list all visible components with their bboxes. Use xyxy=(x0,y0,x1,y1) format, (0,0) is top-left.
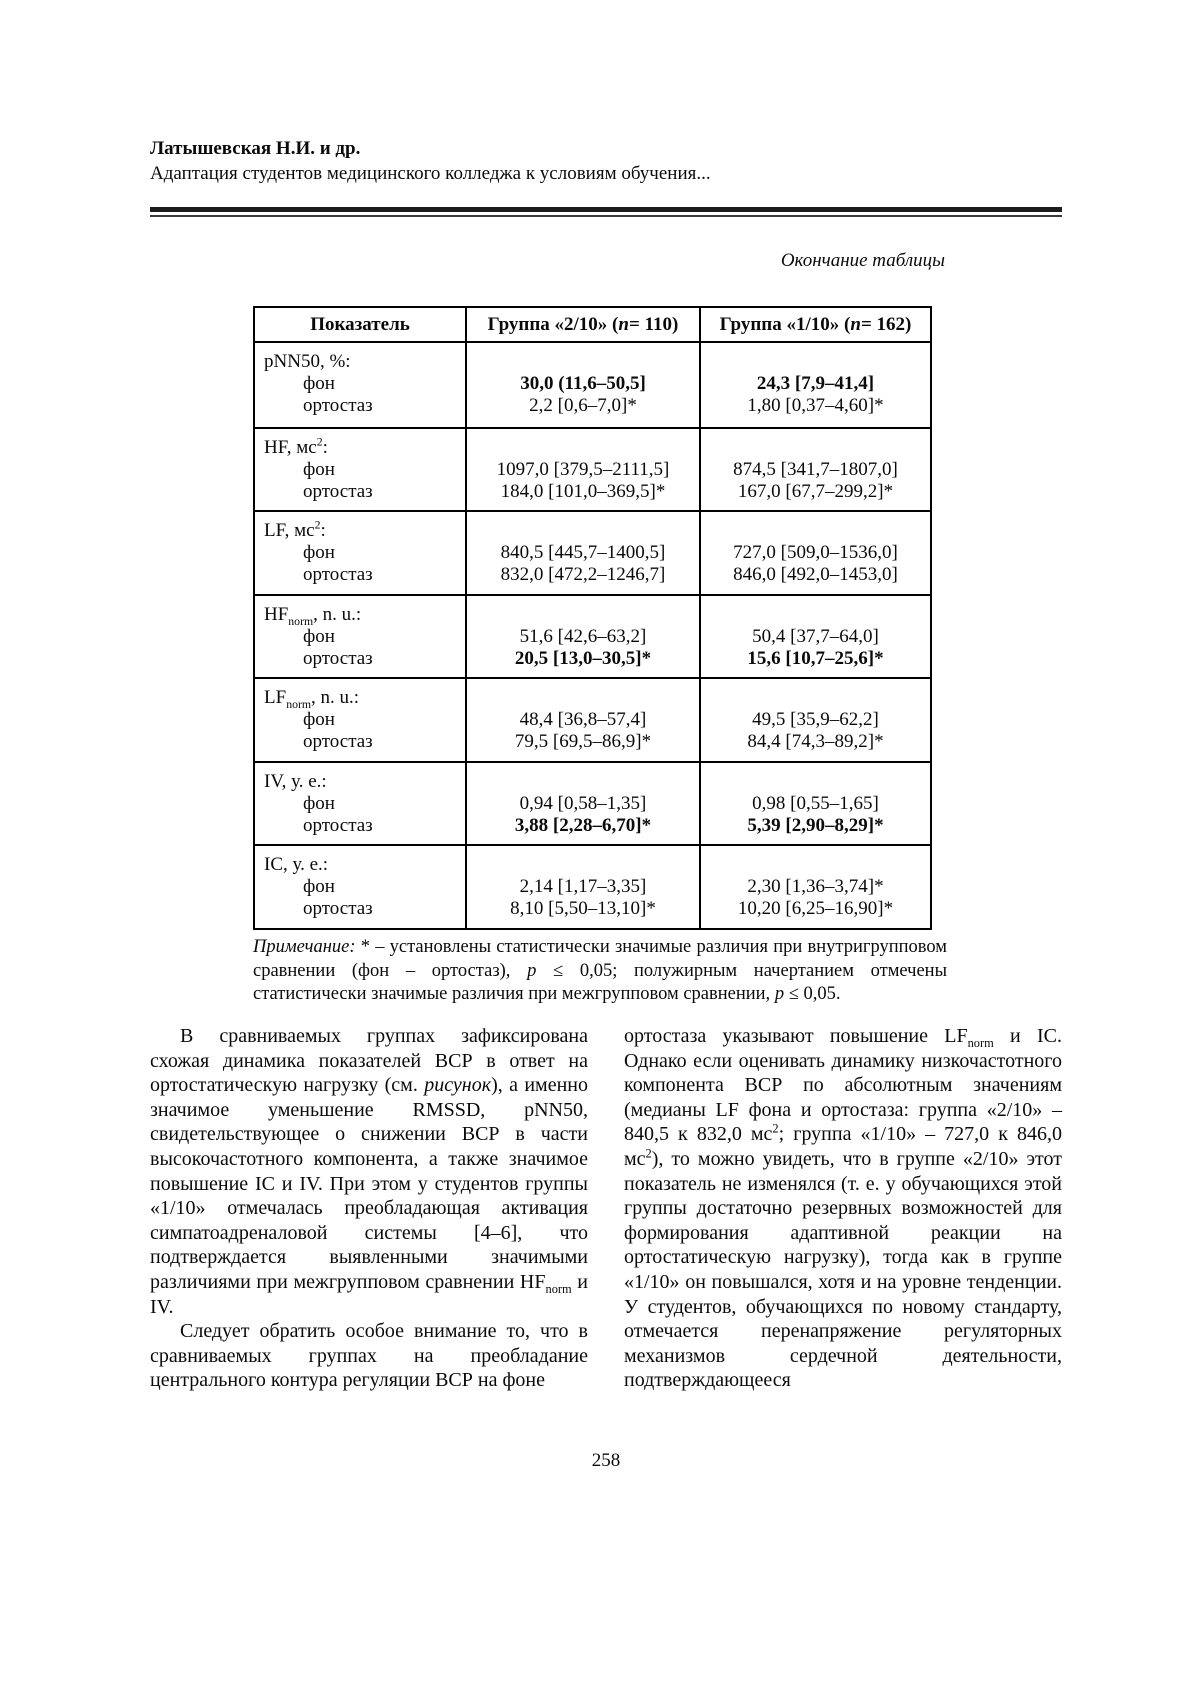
parameter-label xyxy=(255,687,465,709)
text-run: 2 xyxy=(314,518,321,532)
table-value: 79,5 [69,5–86,9]* xyxy=(514,731,652,752)
parameter-label xyxy=(255,520,465,542)
blank-line xyxy=(467,771,699,793)
table-cell-group-2-10 xyxy=(465,429,701,511)
table-cell-group-2-10 xyxy=(465,679,701,761)
table-row xyxy=(255,343,930,427)
text-run: IV, у. е.: xyxy=(264,770,327,792)
table-value: 51,6 [42,6–63,2] xyxy=(519,625,647,647)
table-cell-indicator xyxy=(255,596,465,678)
text-run: В сравниваемых группах зафиксирована схожая динамика показателей ВСР в ответ на ортостатическую нагрузку (см. xyxy=(150,1025,588,1097)
table-cell-group-1-10 xyxy=(701,429,930,511)
table-value: 84,4 [74,3–89,2]* xyxy=(747,731,884,752)
blank-line xyxy=(467,604,699,626)
condition-label: ортостаз xyxy=(303,480,373,502)
table-cell-group-2-10 xyxy=(465,512,701,594)
running-head xyxy=(150,136,1062,186)
blank-line xyxy=(467,351,699,373)
running-head-authors: Латышевская Н.И. и др. xyxy=(150,138,361,159)
table-cell-group-2-10 xyxy=(465,343,701,427)
text-run: , n. u.: xyxy=(311,687,360,708)
table-cell-indicator xyxy=(255,512,465,594)
text-run: и IV. xyxy=(150,1270,589,1318)
table-value: 727,0 [509,0–1536,0] xyxy=(733,542,898,563)
condition-label: ортостаз xyxy=(303,898,373,919)
blank-line xyxy=(467,854,699,876)
condition-label: фон xyxy=(303,373,335,394)
blank-line xyxy=(701,351,930,373)
table-value: 2,30 [1,36–3,74]* xyxy=(747,876,884,897)
condition-label: ортостаз xyxy=(303,647,373,669)
table-value: 3,88 [2,28–6,70]* xyxy=(514,814,652,836)
table-value: 832,0 [472,2–1246,7] xyxy=(500,564,666,585)
text-run: ), а именно значимое уменьшение RMSSD, pNN50, свидетельствующее о снижении ВСР в части высокочастотного компонента, а также значимое повышение IC и IV. При этом у студентов группы «1/10» отмечалась преобладающая активация симпатоадреналовой системы [4–6], что подтверждается выявленными значимыми различиями при межгрупповом сравнении HF xyxy=(150,1074,588,1293)
table-row xyxy=(255,510,930,594)
text-run: p xyxy=(774,984,785,1004)
table-value: 1097,0 [379,5–2111,5] xyxy=(496,458,670,480)
page-number: 258 xyxy=(591,1450,621,1471)
blank-line xyxy=(467,437,699,459)
blank-line xyxy=(701,520,930,542)
table-value: 15,6 [10,7–25,6]* xyxy=(747,647,884,669)
condition-label: ортостаз xyxy=(303,564,373,585)
text-run: : xyxy=(320,520,326,541)
table-cell-indicator xyxy=(255,429,465,511)
table-value: 48,4 [36,8–57,4] xyxy=(519,709,647,730)
paragraph xyxy=(150,1024,588,1319)
table-body xyxy=(255,343,930,928)
text-run: ≤ 0,05; полужирным начертанием отмечены статистически значимые различия при межгрупповом сравнении, xyxy=(253,960,948,1004)
table-cell-group-1-10 xyxy=(701,679,930,761)
table-header-indicator xyxy=(255,308,465,341)
table-row xyxy=(255,761,930,845)
condition-label: фон xyxy=(303,542,335,563)
table-caption: Окончание таблицы xyxy=(780,250,945,271)
blank-line xyxy=(701,687,930,709)
paragraph xyxy=(624,1024,1062,1393)
text-run: = 110) xyxy=(628,313,679,335)
text-run: p xyxy=(527,960,537,981)
header-double-rule xyxy=(150,207,1062,217)
table-footnote xyxy=(253,936,947,1007)
text-run: LF, мс xyxy=(264,520,315,541)
text-run: pNN50, %: xyxy=(264,351,351,372)
condition-label: фон xyxy=(303,792,335,814)
text-run: Примечание: xyxy=(253,937,356,957)
text-run: ), то можно увидеть, что в группе «2/10» этот показатель не изменялся (т. е. у обучающихся этой группы достаточно резервных возможностей для формирования адаптивной реакции на ортостатическую нагрузку), тогда как в группе «1/10» он повышался, хотя и на уровне тенденции. У студентов, обучающихся по новому стандарту, отмечается перенапряжение регуляторных механизмов сердечной деятельности, подтверждающееся xyxy=(624,1147,1062,1392)
text-run: и IC. Однако если оценивать динамику низкочастотного компонента ВСР по абсолютным значениям (медианы LF фона и ортостаза: группа «2/10» – 840,5 к 832,0 мс xyxy=(624,1025,1062,1146)
table-cell-indicator xyxy=(255,763,465,845)
table-value: 184,0 [101,0–369,5]* xyxy=(500,480,666,502)
table-value: 30,0 (11,6–50,5] xyxy=(520,373,646,394)
table-value: 2,14 [1,17–3,35] xyxy=(519,876,647,897)
text-run: HF, мс xyxy=(264,436,317,458)
table-cell-group-1-10 xyxy=(701,343,930,427)
text-run: , n. u.: xyxy=(313,603,362,625)
text-run: IC, у. е.: xyxy=(264,854,329,875)
table-row xyxy=(255,427,930,511)
table-value: 5,39 [2,90–8,29]* xyxy=(747,814,884,836)
table-cell-indicator xyxy=(255,679,465,761)
parameter-label xyxy=(255,604,465,626)
text-run: ортостаза указывают повышение LF xyxy=(624,1025,968,1047)
condition-label: ортостаз xyxy=(303,731,373,752)
results-table xyxy=(253,306,932,930)
table-value: 20,5 [13,0–30,5]* xyxy=(514,647,652,669)
table-cell-indicator xyxy=(255,343,465,427)
text-run: рисунок xyxy=(424,1074,492,1097)
parameter-label xyxy=(255,437,465,459)
parameter-label xyxy=(255,771,465,793)
table-row xyxy=(255,844,930,928)
text-run: norm xyxy=(288,614,314,628)
body-text-left-column xyxy=(150,1024,588,1393)
condition-label: ортостаз xyxy=(303,814,373,836)
text-run: 2 xyxy=(772,1121,779,1136)
blank-line xyxy=(701,854,930,876)
table-cell-group-1-10 xyxy=(701,846,930,928)
parameter-label xyxy=(255,351,465,373)
table-value: 24,3 [7,9–41,4] xyxy=(756,373,875,394)
text-run: n xyxy=(850,313,861,335)
text-run: = 162) xyxy=(860,313,912,335)
rule-thin-line xyxy=(150,215,1062,217)
text-run: Группа «2/10» ( xyxy=(487,313,619,335)
body-text xyxy=(150,1024,1062,1393)
table-value: 10,20 [6,25–16,90]* xyxy=(737,898,894,919)
body-text-right-column xyxy=(624,1024,1062,1393)
table-cell-group-1-10 xyxy=(701,596,930,678)
table-value: 874,5 [341,7–1807,0] xyxy=(733,458,898,480)
paragraph xyxy=(150,1319,588,1393)
table-header-group-1-10 xyxy=(701,308,930,341)
table-value: 0,98 [0,55–1,65] xyxy=(752,792,879,814)
table-row xyxy=(255,677,930,761)
text-run: : xyxy=(322,436,328,458)
running-head-title: Адаптация студентов медицинского колледжа к условиям обучения... xyxy=(150,163,711,184)
text-run: LF xyxy=(264,687,287,708)
table-value: 50,4 [37,7–64,0] xyxy=(752,625,879,647)
text-run: 2 xyxy=(316,435,323,449)
table-value: 0,94 [0,58–1,35] xyxy=(519,792,647,814)
table-value: 846,0 [492,0–1453,0] xyxy=(733,564,898,585)
table-cell-group-1-10 xyxy=(701,512,930,594)
text-run: norm xyxy=(286,697,312,711)
condition-label: ортостаз xyxy=(303,395,373,416)
parameter-label xyxy=(255,854,465,876)
table-value: 8,10 [5,50–13,10]* xyxy=(510,898,656,919)
text-run: ≤ 0,05. xyxy=(784,984,841,1004)
table-cell-group-2-10 xyxy=(465,846,701,928)
condition-label: фон xyxy=(303,625,335,647)
condition-label: фон xyxy=(303,876,335,897)
text-run: Группа «1/10» ( xyxy=(719,313,851,335)
blank-line xyxy=(701,604,930,626)
table-value: 2,2 [0,6–7,0]* xyxy=(529,395,637,416)
table-cell-group-2-10 xyxy=(465,763,701,845)
table-header-group-2-10 xyxy=(465,308,701,341)
table-row xyxy=(255,594,930,678)
table-value: 49,5 [35,9–62,2] xyxy=(752,709,879,730)
blank-line xyxy=(701,437,930,459)
table-cell-indicator xyxy=(255,846,465,928)
text-run: ; группа «1/10» – 727,0 к 846,0 мс xyxy=(624,1123,1063,1170)
blank-line xyxy=(467,520,699,542)
text-run: HF xyxy=(264,603,289,625)
text-run: Следует обратить особое внимание то, что в сравниваемых группах на преобладание центрального контура регуляции ВСР на фоне xyxy=(150,1320,588,1392)
text-run: n xyxy=(618,313,629,335)
table-value: 1,80 [0,37–4,60]* xyxy=(747,395,884,416)
text-run: * – установлены статистически значимые различия при внутригрупповом сравнении (фон – ортостаз), xyxy=(253,937,947,981)
table-value: 840,5 [445,7–1400,5] xyxy=(500,542,666,563)
text-run: norm xyxy=(967,1036,994,1050)
blank-line xyxy=(467,687,699,709)
condition-label: фон xyxy=(303,458,335,480)
text-run: 2 xyxy=(645,1146,652,1161)
text-run: Показатель xyxy=(310,313,410,335)
table-value: 167,0 [67,7–299,2]* xyxy=(737,480,894,502)
text-run: norm xyxy=(545,1281,572,1296)
condition-label: фон xyxy=(303,709,335,730)
table-header-row xyxy=(255,308,930,343)
table-cell-group-2-10 xyxy=(465,596,701,678)
blank-line xyxy=(701,771,930,793)
table-cell-group-1-10 xyxy=(701,763,930,845)
